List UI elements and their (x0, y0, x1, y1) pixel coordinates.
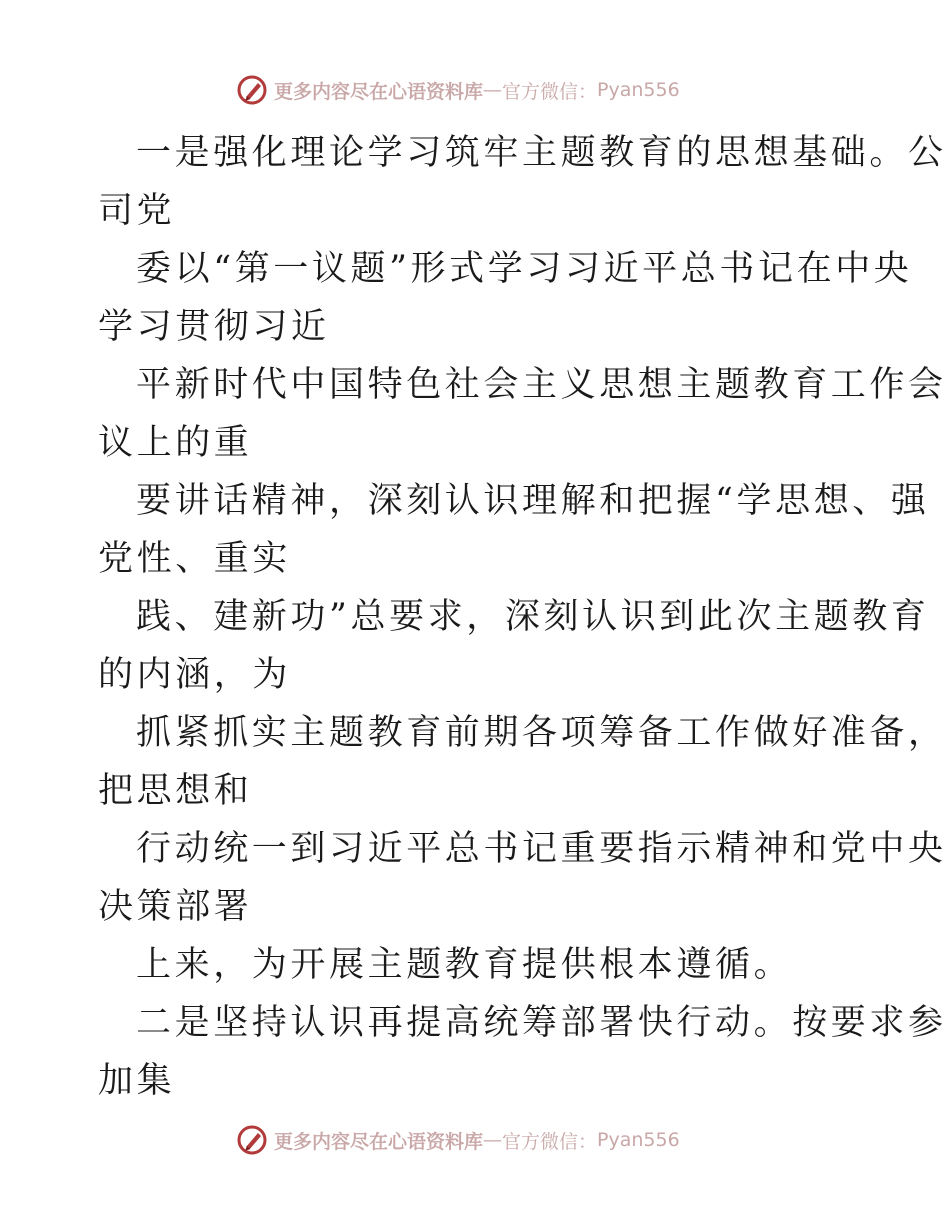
text-line-1: 一是强化理论学习筑牢主题教育的思想基础。公 (136, 133, 947, 173)
text-line-2: 司党 (98, 191, 176, 231)
footer-banner-text: 更多内容尽在心语资料库 (274, 1130, 484, 1153)
text-line-11: 抓紧抓实主题教育前期各项筹备工作做好准备， (136, 713, 947, 753)
text-line-14: 决策部署 (98, 887, 253, 927)
text-line-4: 学习贯彻习近 (98, 307, 330, 347)
text-line-16: 二是坚持认识再提高统筹部署快行动。按要求参 (136, 1003, 947, 1043)
text-line-9: 践、建新功”总要求，深刻认识到此次主题教育 (136, 597, 930, 637)
text-line-17: 加集 (98, 1061, 176, 1101)
text-line-8: 党性、重实 (98, 539, 292, 579)
text-line-15: 上来，为开展主题教育提供根本遵循。 (136, 945, 793, 985)
footer-banner-dash: — (483, 1129, 503, 1151)
text-line-3: 委以“第一议题”形式学习习近平总书记在中央 (136, 249, 913, 289)
document-body (98, 124, 947, 1110)
footer-watermark-banner (236, 1122, 680, 1158)
pen-logo-icon (236, 74, 268, 106)
text-line-5: 平新时代中国特色社会主义思想主题教育工作会 (136, 365, 947, 405)
header-wechat-id: Pyan556 (597, 79, 680, 101)
footer-wechat-label: 官方微信： (502, 1130, 598, 1153)
text-line-10: 的内涵，为 (98, 655, 292, 695)
header-banner-text: 更多内容尽在心语资料库 (274, 80, 484, 103)
text-line-13: 行动统一到习近平总书记重要指示精神和党中央 (136, 829, 947, 869)
text-line-12: 把思想和 (98, 771, 253, 811)
pen-logo-icon (236, 1124, 268, 1156)
header-wechat-label: 官方微信： (502, 80, 598, 103)
header-banner-dash: — (483, 79, 503, 101)
text-line-7: 要讲话精神，深刻认识理解和把握“学思想、强 (136, 481, 930, 521)
header-watermark-banner (236, 72, 680, 108)
text-line-6: 议上的重 (98, 423, 253, 463)
footer-wechat-id: Pyan556 (597, 1129, 680, 1151)
